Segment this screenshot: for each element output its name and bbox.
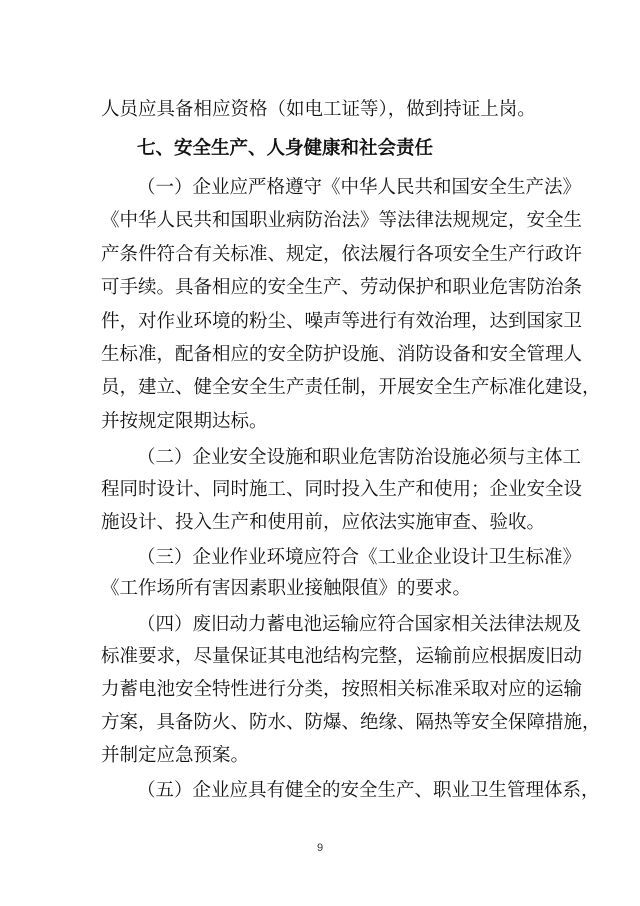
page-number: 9 [316,842,324,854]
text-line: （一）企业应严格遵守《中华人民共和国安全生产法》 [137,177,582,198]
text-line: 力蓄电池安全特性进行分类，按照相关标准采取对应的运输 [101,679,583,700]
text-line: 件，对作业环境的粉尘、噪声等进行有效治理，达到国家卫 [101,311,583,332]
text-line: 员，建立、健全安全生产责任制，开展安全生产标准化建设， [101,377,601,398]
text-line: （二）企业安全设施和职业危害防治设施必须与主体工 [137,447,582,468]
section-heading: 七、安全生产、人身健康和社会责任 [137,138,434,159]
text-line: 人员应具备相应资格（如电工证等），做到持证上岗。 [101,99,536,120]
text-line: 《中华人民共和国职业病防治法》等法律法规规定，安全生 [101,210,583,231]
text-line: 方案，具备防火、防水、防爆、绝缘、隔热等安全保障措施， [101,712,601,733]
text-line: 程同时设计、同时施工、同时投入生产和使用；企业安全设 [101,479,583,500]
text-line: 并按规定限期达标。 [101,411,268,432]
text-line: 《工作场所有害因素职业接触限值》的要求。 [101,578,472,599]
text-line: （三）企业作业环境应符合《工业企业设计卫生标准》 [137,547,582,568]
text-line: 施设计、投入生产和使用前，应依法实施审查、验收。 [101,512,546,533]
text-line: 可手续。具备相应的安全生产、劳动保护和职业危害防治条 [101,277,583,298]
text-line: （五）企业应具有健全的安全生产、职业卫生管理体系， [137,780,600,801]
text-line: 生标准，配备相应的安全防护设施、消防设备和安全管理人 [101,344,583,365]
text-line: 并制定应急预案。 [101,745,250,766]
text-line: 产条件符合有关标准、规定，依法履行各项安全生产行政许 [101,244,583,265]
text-line: （四）废旧动力蓄电池运输应符合国家相关法律法规及 [137,614,582,635]
text-line: 标准要求，尽量保证其电池结构完整，运输前应根据废旧动 [101,646,583,667]
